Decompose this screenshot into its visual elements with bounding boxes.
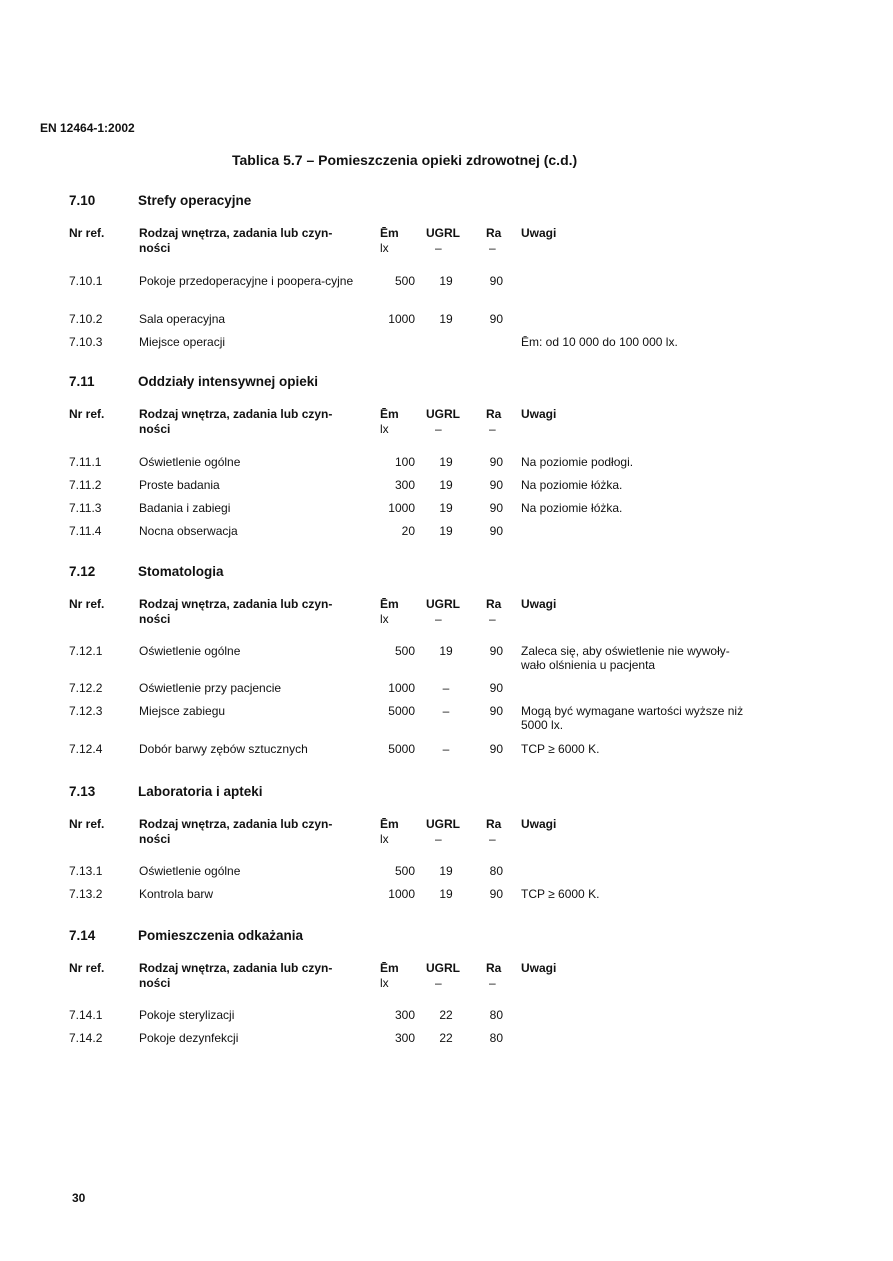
- row-desc: Badania i zabiegi: [139, 501, 231, 515]
- row-ref: 7.11.2: [69, 478, 102, 492]
- header-ugr: [426, 407, 466, 437]
- section-number: 7.11: [69, 374, 95, 389]
- row-ref: 7.10.3: [69, 335, 103, 349]
- header-em: [380, 961, 420, 991]
- row-em: 1000: [388, 501, 415, 515]
- em-symbol: Ēm: [380, 961, 399, 975]
- row-desc: Sala operacyjna: [139, 312, 226, 326]
- row-desc: Dobór barwy zębów sztucznych: [139, 742, 308, 756]
- row-ra: 80: [489, 1008, 503, 1022]
- row-ugr: 19: [439, 864, 453, 878]
- row-em: 100: [394, 455, 415, 469]
- ugr-dash: –: [435, 832, 442, 846]
- page-number: 30: [72, 1191, 86, 1205]
- row-ra: 90: [489, 704, 503, 718]
- row-note: Zaleca się, aby oświetlenie nie wywoły-wało olśnienia u pacjenta: [521, 644, 730, 672]
- row-note: Na poziomie łóżka.: [521, 501, 623, 515]
- em-unit: lx: [380, 976, 389, 990]
- row-ugr: –: [442, 742, 450, 756]
- section-number: 7.10: [69, 193, 96, 208]
- header-desc: Rodzaj wnętrza, zadania lub czyn-ności: [139, 961, 333, 990]
- row-ref: 7.12.2: [69, 681, 103, 695]
- em-symbol: Ēm: [380, 597, 399, 611]
- em-unit: lx: [380, 422, 389, 436]
- header-ref: Nr ref.: [69, 961, 105, 975]
- row-ra: 90: [489, 644, 503, 658]
- header-desc: Rodzaj wnętrza, zadania lub czyn-ności: [139, 226, 333, 255]
- row-em: 300: [394, 1008, 415, 1022]
- ra-symbol: Ra: [486, 817, 502, 831]
- row-ugr: 19: [439, 644, 453, 658]
- section-title: Strefy operacyjne: [138, 193, 252, 208]
- section-title: Pomieszczenia odkażania: [138, 928, 304, 943]
- row-desc: Oświetlenie ogólne: [139, 644, 241, 658]
- row-ref: 7.11.1: [69, 455, 102, 469]
- ugr-symbol: UGRL: [426, 407, 460, 421]
- header-notes: Uwagi: [521, 226, 557, 240]
- row-ugr: 22: [439, 1031, 453, 1045]
- row-ugr: 19: [439, 887, 453, 901]
- header-notes: Uwagi: [521, 407, 557, 421]
- row-ref: 7.10.1: [69, 274, 103, 288]
- header-ra: [486, 961, 506, 991]
- header-ugr: [426, 961, 466, 991]
- ra-symbol: Ra: [486, 597, 502, 611]
- header-ra: [486, 817, 506, 847]
- row-desc: Oświetlenie ogólne: [139, 455, 241, 469]
- header-em: [380, 597, 420, 627]
- row-desc: Proste badania: [139, 478, 220, 492]
- row-em: 5000: [388, 742, 415, 756]
- row-ref: 7.10.2: [69, 312, 103, 326]
- row-ugr: 19: [439, 478, 453, 492]
- header-ugr: [426, 597, 466, 627]
- header-ra: [486, 226, 506, 256]
- row-desc: Pokoje dezynfekcji: [139, 1031, 239, 1045]
- header-em: [380, 407, 420, 437]
- row-ugr: 19: [439, 312, 453, 326]
- row-desc: Miejsce operacji: [139, 335, 226, 349]
- row-desc: Miejsce zabiegu: [139, 704, 226, 718]
- section-number: 7.13: [69, 784, 96, 799]
- header-desc: Rodzaj wnętrza, zadania lub czyn-ności: [139, 817, 333, 846]
- em-unit: lx: [380, 612, 389, 626]
- ugr-dash: –: [435, 241, 442, 255]
- table-title: Tablica 5.7 – Pomieszczenia opieki zdrowotnej (c.d.): [232, 152, 578, 168]
- header-em: [380, 226, 420, 256]
- row-desc: Oświetlenie przy pacjencie: [139, 681, 282, 695]
- row-note: TCP ≥ 6000 K.: [521, 887, 600, 901]
- ugr-symbol: UGRL: [426, 817, 460, 831]
- ra-dash: –: [489, 422, 496, 436]
- ra-symbol: Ra: [486, 407, 502, 421]
- row-em: 1000: [388, 887, 415, 901]
- row-ra: 80: [489, 1031, 503, 1045]
- header-ref: Nr ref.: [69, 817, 105, 831]
- row-ugr: 22: [439, 1008, 453, 1022]
- ugr-symbol: UGRL: [426, 597, 460, 611]
- row-desc: Oświetlenie ogólne: [139, 864, 241, 878]
- header-ref: Nr ref.: [69, 226, 105, 240]
- row-em: 1000: [388, 681, 415, 695]
- row-ref: 7.14.2: [69, 1031, 103, 1045]
- header-desc: Rodzaj wnętrza, zadania lub czyn-ności: [139, 597, 333, 626]
- section-title: Oddziały intensywnej opieki: [138, 374, 319, 389]
- row-ra: 80: [489, 864, 503, 878]
- row-ra: 90: [489, 501, 503, 515]
- ra-dash: –: [489, 241, 496, 255]
- ra-dash: –: [489, 976, 496, 990]
- header-desc: Rodzaj wnętrza, zadania lub czyn-ności: [139, 407, 333, 436]
- row-ugr: –: [442, 704, 450, 718]
- row-ugr: 19: [439, 524, 453, 538]
- row-ugr: –: [442, 681, 450, 695]
- header-ra: [486, 597, 506, 627]
- row-ugr: 19: [439, 274, 453, 288]
- row-note: Mogą być wymagane wartości wyższe niż 5000 lx.: [521, 704, 744, 732]
- row-note: TCP ≥ 6000 K.: [521, 742, 600, 756]
- row-note: Ēm: od 10 000 do 100 000 lx.: [521, 335, 678, 349]
- row-ra: 90: [489, 524, 503, 538]
- row-ra: 90: [489, 742, 503, 756]
- row-ref: 7.12.1: [69, 644, 103, 658]
- row-ref: 7.13.2: [69, 887, 103, 901]
- ugr-dash: –: [435, 976, 442, 990]
- row-desc: Nocna obserwacja: [139, 524, 238, 538]
- row-ra: 90: [489, 478, 503, 492]
- ra-symbol: Ra: [486, 226, 502, 240]
- section-number: 7.12: [69, 564, 96, 579]
- ra-dash: –: [489, 832, 496, 846]
- em-unit: lx: [380, 241, 389, 255]
- header-ref: Nr ref.: [69, 407, 105, 421]
- row-ra: 90: [489, 681, 503, 695]
- ugr-dash: –: [435, 422, 442, 436]
- row-note: Na poziomie podłogi.: [521, 455, 634, 469]
- ugr-symbol: UGRL: [426, 961, 460, 975]
- ra-symbol: Ra: [486, 961, 502, 975]
- row-em: 1000: [388, 312, 415, 326]
- row-ref: 7.14.1: [69, 1008, 103, 1022]
- row-em: 500: [394, 644, 415, 658]
- row-em: 300: [394, 1031, 415, 1045]
- row-ra: 90: [489, 455, 503, 469]
- row-em: 500: [394, 274, 415, 288]
- header-ugr: [426, 817, 466, 847]
- header-ra: [486, 407, 506, 437]
- section-title: Stomatologia: [138, 564, 224, 579]
- header-ref: Nr ref.: [69, 597, 105, 611]
- row-note: Na poziomie łóżka.: [521, 478, 623, 492]
- header-ugr: [426, 226, 466, 256]
- ugr-dash: –: [435, 612, 442, 626]
- row-ref: 7.11.3: [69, 501, 102, 515]
- em-symbol: Ēm: [380, 407, 399, 421]
- row-desc: Pokoje przedoperacyjne i poopera-cyjne: [139, 274, 354, 288]
- row-em: 5000: [388, 704, 415, 718]
- row-ref: 7.11.4: [69, 524, 102, 538]
- em-symbol: Ēm: [380, 226, 399, 240]
- header-notes: Uwagi: [521, 961, 557, 975]
- header-notes: Uwagi: [521, 817, 557, 831]
- row-ra: 90: [489, 887, 503, 901]
- row-ra: 90: [489, 274, 503, 288]
- row-ref: 7.12.3: [69, 704, 103, 718]
- row-em: 500: [394, 864, 415, 878]
- document-code: EN 12464-1:2002: [40, 121, 135, 135]
- ugr-symbol: UGRL: [426, 226, 460, 240]
- row-em: 20: [401, 524, 415, 538]
- row-ra: 90: [489, 312, 503, 326]
- row-ref: 7.13.1: [69, 864, 103, 878]
- row-desc: Pokoje sterylizacji: [139, 1008, 235, 1022]
- ra-dash: –: [489, 612, 496, 626]
- section-number: 7.14: [69, 928, 96, 943]
- section-title: Laboratoria i apteki: [138, 784, 263, 799]
- row-desc: Kontrola barw: [139, 887, 214, 901]
- row-em: 300: [394, 478, 415, 492]
- row-ref: 7.12.4: [69, 742, 103, 756]
- em-unit: lx: [380, 832, 389, 846]
- header-notes: Uwagi: [521, 597, 557, 611]
- row-ugr: 19: [439, 455, 453, 469]
- em-symbol: Ēm: [380, 817, 399, 831]
- header-em: [380, 817, 420, 847]
- row-ugr: 19: [439, 501, 453, 515]
